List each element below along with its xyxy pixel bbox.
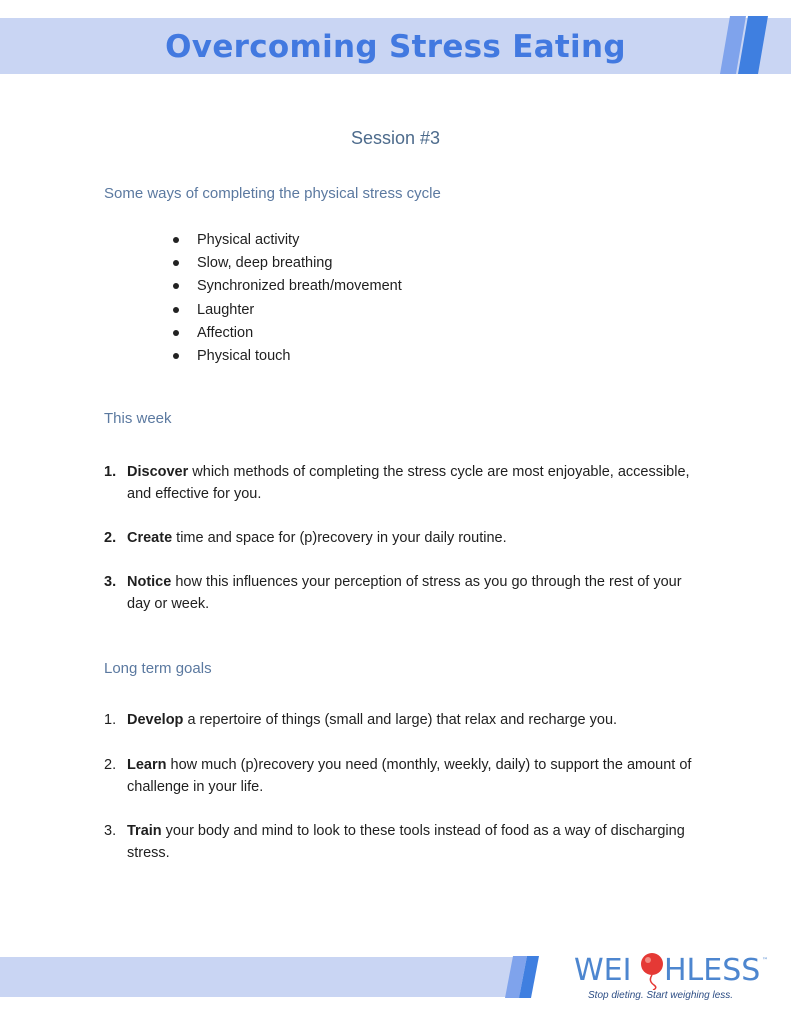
list-item-text: Synchronized breath/movement [197, 278, 402, 295]
list-item-text: Slow, deep breathing [197, 255, 333, 272]
ways-heading: Some ways of completing the physical stress cycle [104, 185, 441, 202]
bullet-icon [173, 330, 179, 336]
list-item-text [127, 527, 704, 549]
bullet-icon [173, 307, 179, 313]
page-title: Overcoming Stress Eating [165, 29, 626, 65]
list-item-rest: a repertoire of things (small and large) that relax and recharge you. [183, 712, 618, 728]
bullet-icon [173, 283, 179, 289]
list-item-text: Physical activity [197, 232, 300, 248]
list-item-text [127, 461, 704, 505]
list-item-lead: Develop [127, 712, 184, 728]
svg-text:WEI: WEI [574, 953, 632, 988]
list-item [197, 345, 402, 368]
logo-tagline: Stop dieting. Start weighing less. [588, 990, 734, 1001]
list-item [197, 252, 402, 275]
list-number: 2. [104, 530, 117, 546]
list-number: 3. [104, 823, 117, 839]
session-label: Session #3 [350, 128, 441, 148]
list-item-rest: which methods of completing the stress cycle are most enjoyable, accessible, and effective for you. [127, 464, 690, 502]
svg-text:™: ™ [762, 957, 768, 964]
list-item-lead: Learn [127, 757, 167, 773]
list-item-text: Affection [197, 324, 254, 341]
list-item-rest: how much (p)recovery you need (monthly, weekly, daily) to support the amount of challenge in your life. [127, 757, 692, 795]
list-item [197, 299, 402, 322]
list-item-text: Laughter [197, 301, 255, 318]
list-number: 1. [104, 712, 117, 728]
list-item [197, 322, 402, 345]
list-number: 3. [104, 574, 117, 590]
ways-list [197, 229, 402, 368]
list-item [104, 709, 704, 731]
list-item [104, 461, 704, 505]
list-number: 1. [104, 464, 117, 480]
list-item-lead: Discover [127, 464, 189, 480]
list-item-rest: your body and mind to look to these tools instead of food as a way of discharging stress. [127, 823, 685, 861]
list-item [197, 229, 402, 252]
list-item-lead: Create [127, 530, 173, 546]
list-item-lead: Notice [127, 574, 172, 590]
footer-band [0, 957, 520, 997]
bullet-icon [173, 237, 179, 243]
bullet-icon [173, 353, 179, 359]
list-item [104, 754, 704, 798]
list-item [104, 571, 704, 615]
list-item-rest: time and space for (p)recovery in your daily routine. [172, 530, 507, 546]
list-item [104, 527, 704, 549]
weighless-logo [572, 948, 772, 1008]
bullet-icon [173, 260, 179, 266]
list-item-text [127, 820, 704, 864]
svg-text:HLESS: HLESS [664, 953, 761, 988]
this-week-heading: This week [104, 410, 172, 427]
list-item [197, 275, 402, 298]
footer-accent-stripes [505, 954, 539, 1000]
list-item-text [127, 571, 704, 615]
list-item-text [127, 709, 704, 731]
list-item-text: Physical touch [197, 348, 291, 365]
long-term-heading: Long term goals [104, 660, 212, 677]
logo-letters-icon [572, 948, 772, 990]
list-item-rest: how this influences your perception of stress as you go through the rest of your day or week. [127, 574, 682, 612]
list-item-lead: Train [127, 823, 162, 839]
list-item-text [127, 754, 704, 798]
list-item [104, 820, 704, 864]
list-number: 2. [104, 757, 117, 773]
